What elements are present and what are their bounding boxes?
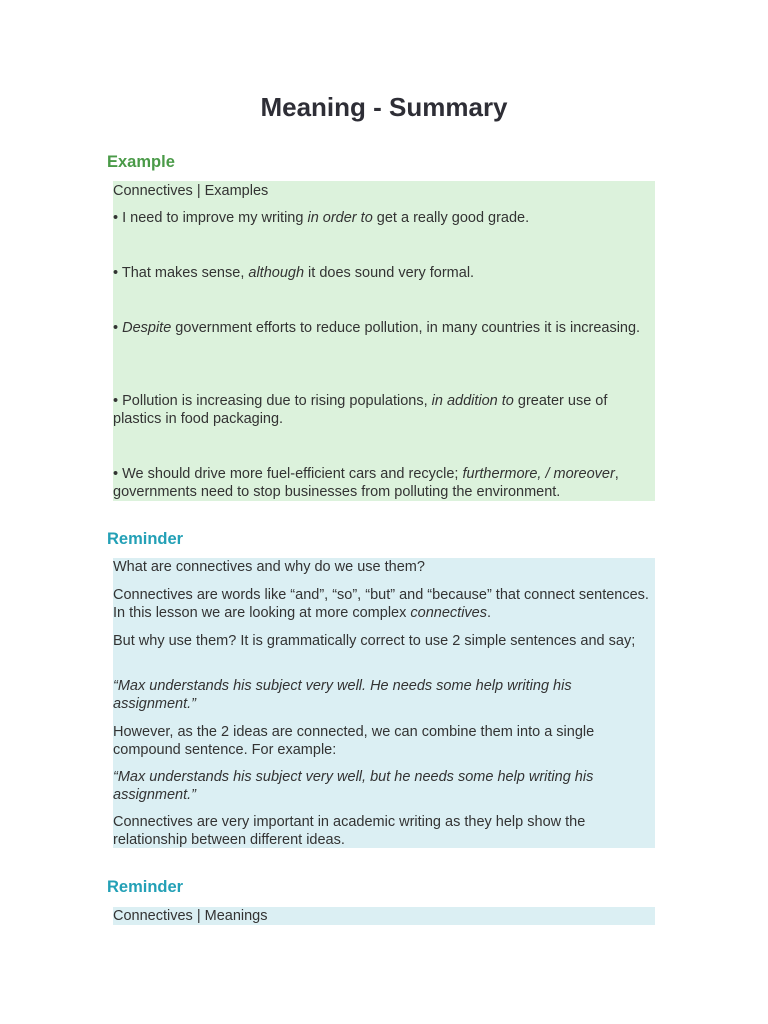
example-item: • Despite government efforts to reduce pollution, in many countries it is increasing. [113,320,641,336]
meanings-box [113,907,655,925]
example-item: • That makes sense, although it does sound very formal. [113,265,475,281]
reminder-quote: “Max understands his subject very well. He needs some help writing his assignment.” [113,678,572,712]
example-box [113,181,655,501]
reminder-heading-2: Reminder [107,878,184,896]
example-box-title: Connectives | Examples [113,183,269,199]
reminder-paragraph: Connectives are words like “and”, “so”, “but” and “because” that connect sentences. In this lesson we are looking at more complex connectives. [113,587,649,621]
page-title: Meaning - Summary [260,92,508,122]
reminder-box [113,558,655,848]
example-heading: Example [107,153,175,171]
reminder-question: What are connectives and why do we use them? [113,559,425,575]
example-item: • Pollution is increasing due to rising populations, in addition to greater use of plastics in food packaging. [113,393,608,427]
example-item: • We should drive more fuel-efficient cars and recycle; furthermore, / moreover, governments need to stop businesses from polluting the environment. [113,466,619,500]
reminder-quote: “Max understands his subject very well, but he needs some help writing his assignment.” [113,769,594,803]
meanings-box-title: Connectives | Meanings [113,908,268,924]
reminder-paragraph: But why use them? It is grammatically correct to use 2 simple sentences and say; [113,633,636,649]
reminder-paragraph: However, as the 2 ideas are connected, we can combine them into a single compound sentence. For example: [113,724,595,758]
example-item: • I need to improve my writing in order to get a really good grade. [113,210,530,226]
reminder-paragraph: Connectives are very important in academic writing as they help show the relationship between different ideas. [113,814,586,848]
reminder-heading: Reminder [107,530,184,548]
